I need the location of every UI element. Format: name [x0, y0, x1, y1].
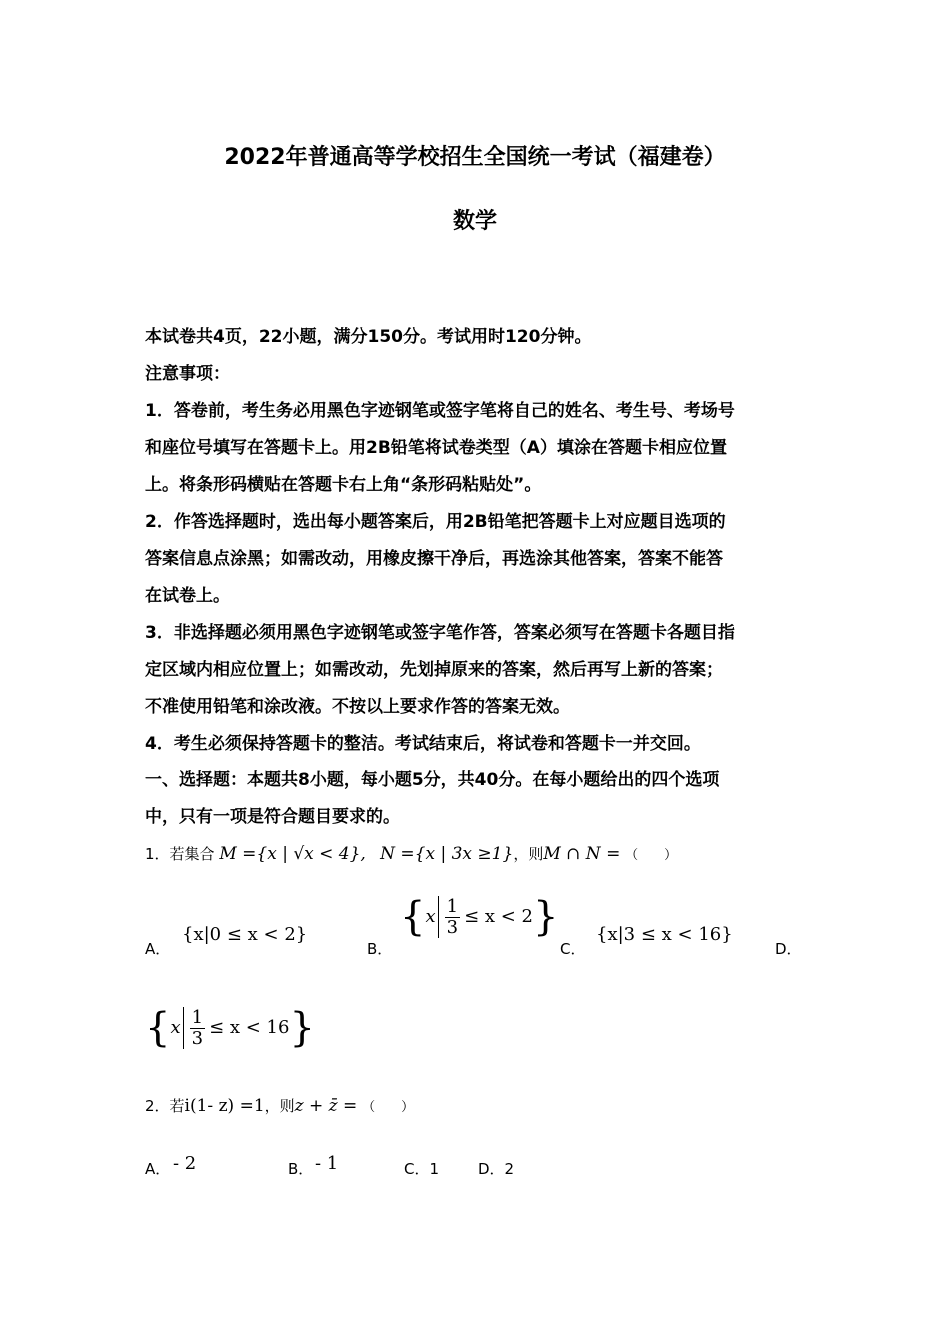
q2-option-a-label: A．: [145, 1160, 171, 1178]
q1-option-a: {x|0 ≤ x < 2}: [182, 924, 308, 945]
note-line: 上。将条形码横贴在答题卡右上角“条形码粘贴处”。: [145, 475, 542, 495]
q1-option-c-label: C．: [560, 940, 586, 958]
note-line: 4．考生必须保持答题卡的整洁。考试结束后，将试卷和答题卡一并交回。: [145, 734, 701, 754]
q1-option-d-label: D．: [775, 940, 802, 958]
set-m: M ={x | √x < 4},: [219, 844, 366, 864]
note-line: 2．作答选择题时，选出每小题答案后，用2B铅笔把答题卡上对应题目选项的: [145, 512, 726, 532]
note-line: 答案信息点涂黑；如需改动，用橡皮擦干净后，再选涂其他答案，答案不能答: [145, 549, 723, 569]
q1-option-b-denominator: 3: [446, 916, 459, 938]
q1-option-b-rest: ≤ x < 2: [464, 906, 533, 927]
exam-title: 2022年普通高等学校招生全国统一考试（福建卷）: [224, 145, 726, 170]
question-2-then: ，则: [264, 1097, 295, 1115]
q2-option-a: - 2: [173, 1153, 197, 1174]
answer-paren: （ ）: [362, 1100, 415, 1115]
q1-option-b-var: x: [425, 906, 436, 927]
set-n: N ={x | 3x ≥1}: [380, 844, 514, 864]
q2-option-b-label: B．: [288, 1160, 314, 1178]
section-heading: 中，只有一项是符合题目要求的。: [145, 807, 400, 827]
q2-option-d: D．2: [478, 1160, 515, 1178]
q2-option-c: C．1: [404, 1160, 440, 1178]
question-2-expr: z + z̄ =: [294, 1096, 358, 1116]
note-line: 1．答卷前，考生务必用黑色字迹钢笔或签字笔将自己的姓名、考生号、考场号: [145, 401, 735, 421]
question-1: [145, 843, 677, 864]
question-2-prefix: 2．若: [145, 1097, 185, 1115]
question-1-then: ，则: [513, 845, 544, 863]
note-line: 定区域内相应位置上；如需改动，先划掉原来的答案，然后再写上新的答案；: [145, 660, 723, 680]
q1-option-b: {x $\frac{1}{3}$ ≤ x < 2}: [400, 894, 559, 940]
note-line: 和座位号填写在答题卡上。用2B铅笔将试卷类型（A）填涂在答题卡相应位置: [145, 438, 727, 458]
question-1-expr: M ∩ N =: [543, 844, 621, 864]
exam-intro: 本试卷共4页，22小题，满分150分。考试用时120分钟。: [145, 327, 592, 347]
q1-option-d: {x $\frac{1}{3}$ ≤ x < 16}: [145, 1005, 315, 1051]
q1-option-d-var: x: [170, 1017, 181, 1038]
note-line: 不准使用铅笔和涂改液。不按以上要求作答的答案无效。: [145, 697, 570, 717]
notes-heading: 注意事项：: [145, 364, 230, 384]
q2-option-b: - 1: [315, 1153, 339, 1174]
question-2: [145, 1095, 414, 1116]
q1-option-c: {x|3 ≤ x < 16}: [596, 924, 733, 945]
q1-option-a-label: A．: [145, 940, 171, 958]
q1-option-d-numerator: 1: [191, 1006, 204, 1028]
answer-paren: （ ）: [625, 848, 678, 863]
note-line: 在试卷上。: [145, 586, 230, 606]
note-line: 3．非选择题必须用黑色字迹钢笔或签字笔作答，答案必须写在答题卡各题目指: [145, 623, 735, 643]
q1-option-b-numerator: 1: [446, 895, 459, 917]
q1-option-d-denominator: 3: [191, 1027, 204, 1049]
exam-subject: 数学: [452, 209, 497, 234]
section-heading: 一、选择题：本题共8小题，每小题5分，共40分。在每小题给出的四个选项: [145, 770, 720, 790]
q1-option-d-rest: ≤ x < 16: [209, 1017, 290, 1038]
q1-option-b-label: B．: [367, 940, 393, 958]
question-1-prefix: 1．若集合: [145, 845, 215, 863]
question-2-condition: i(1- z) =1: [184, 1096, 265, 1116]
